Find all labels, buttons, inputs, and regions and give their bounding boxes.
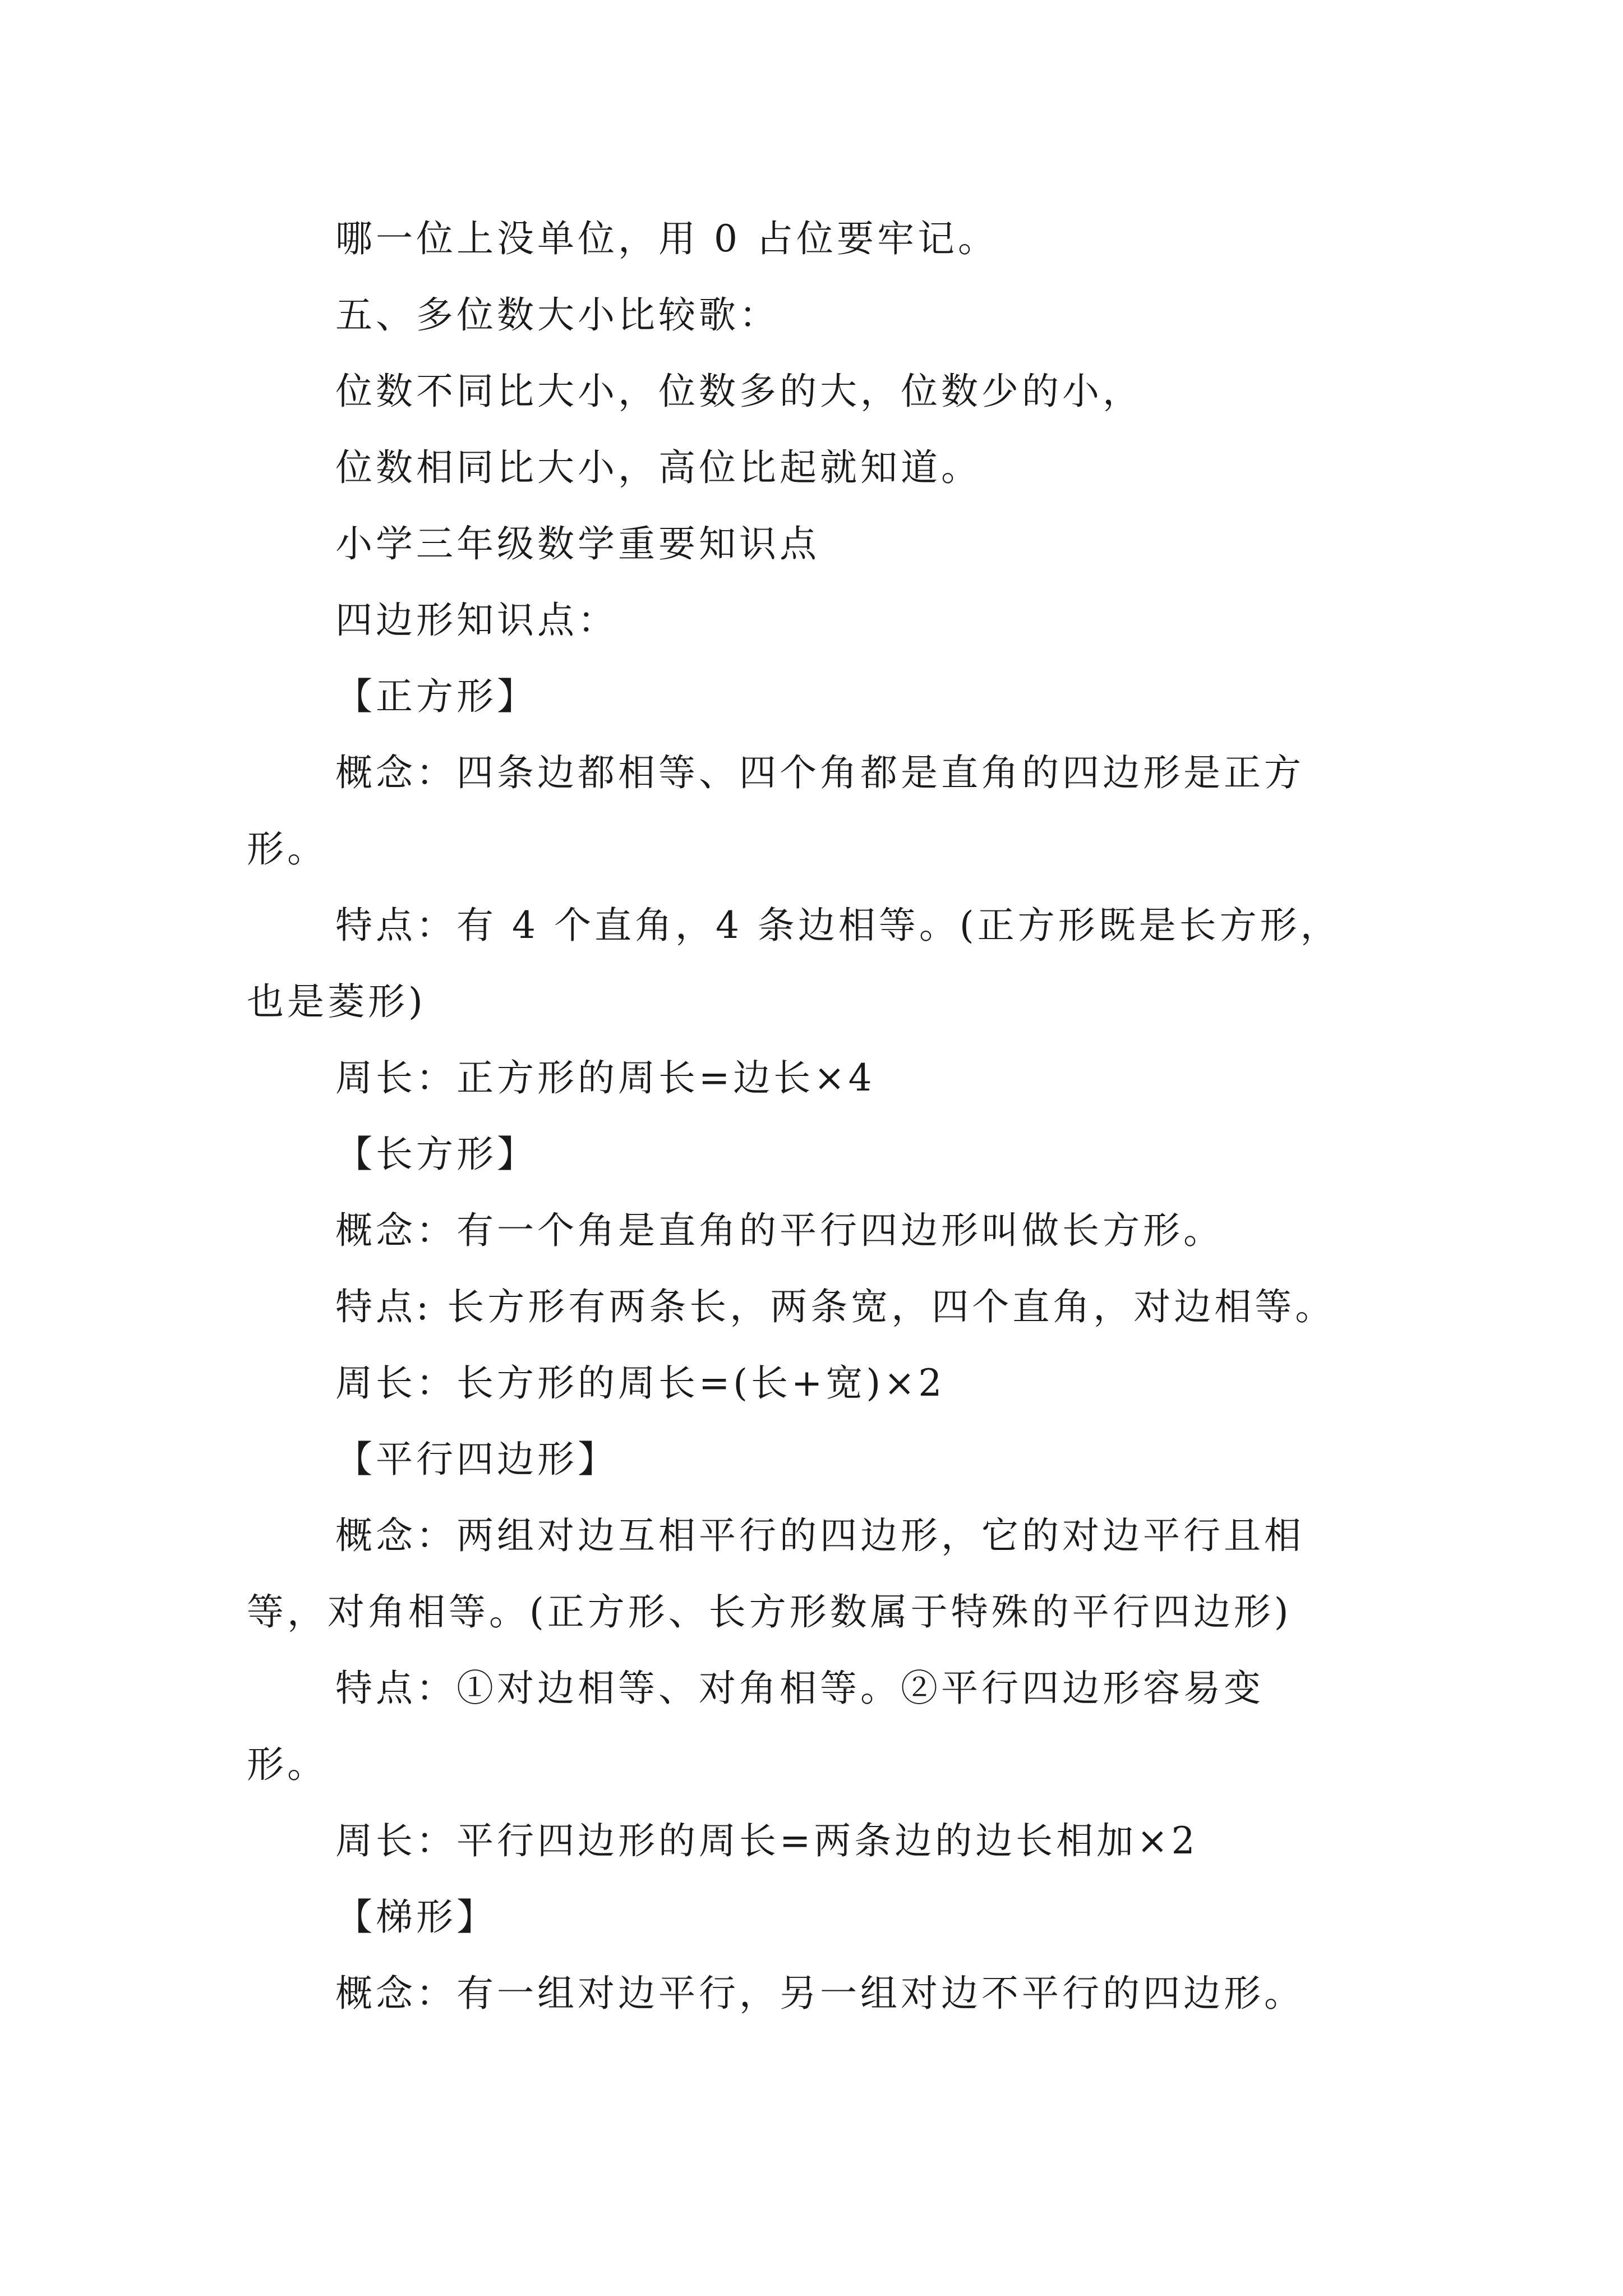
parallelogram-features-cont: 形。 [247, 1743, 328, 1786]
parallelogram-concept-cont: 等，对角相等。(正方形、长方形数属于特殊的平行四边形) [247, 1590, 1292, 1634]
text-line-unit-placeholder: 哪一位上没单位，用 0 占位要牢记。 [335, 217, 998, 260]
text-line-section-five: 五、多位数大小比较歌： [335, 293, 780, 337]
trapezoid-concept: 概念：有一组对边平行，另一组对边不平行的四边形。 [335, 1972, 1304, 2015]
parallelogram-perimeter: 周长：平行四边形的周长=两条边的边长相加×2 [335, 1819, 1198, 1862]
rectangle-perimeter: 周长：长方形的周长=(长+宽)×2 [335, 1361, 946, 1405]
heading-parallelogram: 【平行四边形】 [335, 1438, 618, 1481]
heading-trapezoid: 【梯形】 [335, 1895, 497, 1939]
parallelogram-features: 特点：①对边相等、对角相等。②平行四边形容易变 [335, 1667, 1264, 1710]
heading-rectangle: 【长方形】 [335, 1133, 537, 1176]
section-heading-grade3: 小学三年级数学重要知识点 [335, 522, 820, 565]
square-concept: 概念：四条边都相等、四个角都是直角的四边形是正方 [335, 751, 1304, 794]
heading-square: 【正方形】 [335, 675, 537, 718]
square-concept-cont: 形。 [247, 827, 328, 871]
text-line-compare-1: 位数不同比大小，位数多的大，位数少的小， [335, 370, 1143, 413]
rectangle-concept: 概念：有一个角是直角的平行四边形叫做长方形。 [335, 1209, 1224, 1252]
parallelogram-concept: 概念：两组对边互相平行的四边形，它的对边平行且相 [335, 1514, 1304, 1557]
square-perimeter: 周长：正方形的周长=边长×4 [335, 1056, 875, 1099]
section-heading-quadrilateral: 四边形知识点： [335, 599, 618, 642]
square-features: 特点：有 4 个直角，4 条边相等。(正方形既是长方形， [335, 904, 1341, 947]
text-line-compare-2: 位数相同比大小，高位比起就知道。 [335, 446, 981, 489]
square-features-cont: 也是菱形) [247, 980, 426, 1023]
rectangle-features: 特点: 长方形有两条长，两条宽，四个直角，对边相等。 [335, 1285, 1336, 1328]
